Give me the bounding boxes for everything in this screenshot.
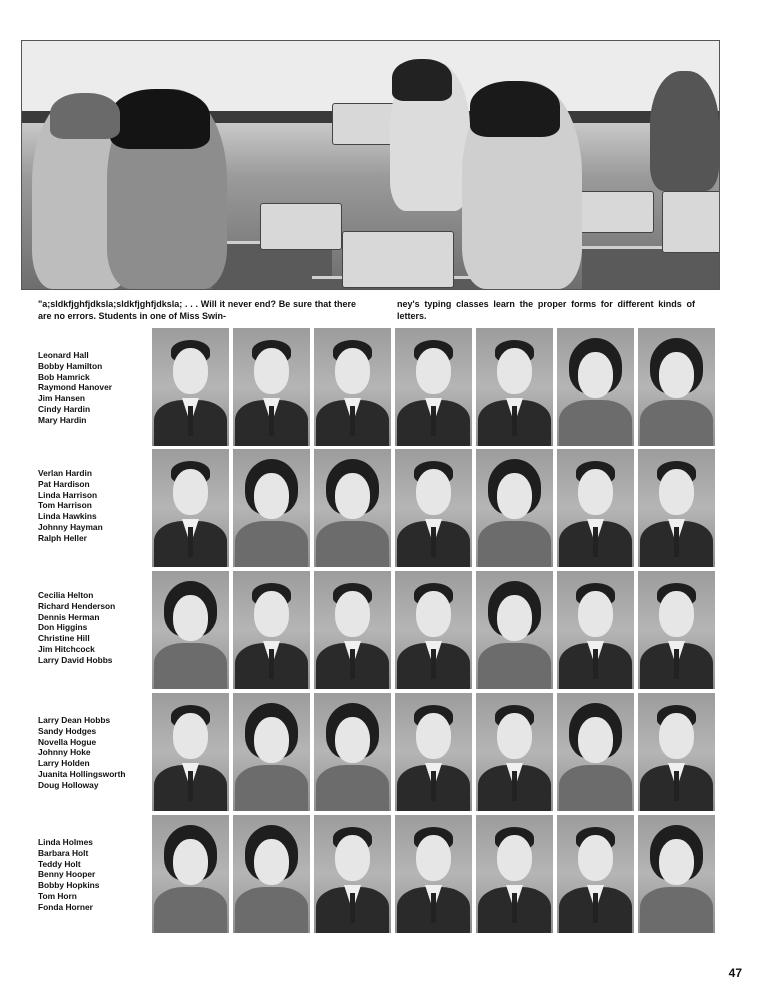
student-portrait	[233, 328, 310, 446]
student-name: Larry David Hobbs	[38, 654, 113, 665]
student-name: Benny Hooper	[38, 869, 96, 880]
student-portrait	[557, 571, 634, 689]
name-list-row-1	[38, 350, 150, 426]
student-name: Leonard Hall	[38, 350, 89, 360]
student-portrait	[314, 328, 391, 446]
student-portrait	[638, 449, 715, 567]
student-name: Jim Hansen	[38, 393, 86, 404]
student-name: Johnny Hoke	[38, 747, 91, 758]
student-name: Tom Harrison	[38, 500, 92, 511]
student-portrait	[152, 571, 229, 689]
name-list-row-2	[38, 468, 150, 544]
student-name: Raymond Hanover	[38, 382, 112, 393]
photo-caption-left: "a;sldkfjghfjdksla;sldkfjghfjdksla; . . . Will it never end? Be sure that there are no errors. Students in one of Miss Swin-	[38, 299, 356, 321]
student-name: Tom Horn	[38, 890, 77, 901]
student-name: Linda Hawkins	[38, 511, 97, 522]
student-name: Ralph Heller	[38, 532, 87, 543]
student-name: Bobby Hamilton	[38, 360, 103, 371]
student-name: Christine Hill	[38, 633, 90, 644]
student-name: Fonda Horner	[38, 901, 93, 912]
student-portrait	[152, 328, 229, 446]
student-name: Linda Harrison	[38, 489, 98, 500]
student-portrait	[476, 328, 553, 446]
student-name: Juanita Hollingsworth	[38, 768, 126, 779]
student-portrait	[476, 815, 553, 933]
student-name: Dennis Herman	[38, 611, 100, 622]
student-portrait	[476, 571, 553, 689]
student-name: Larry Dean Hobbs	[38, 715, 111, 725]
portrait-row-1	[152, 328, 717, 450]
student-name: Bobby Hopkins	[38, 880, 100, 891]
student-name: Cecilia Helton	[38, 590, 94, 600]
student-name: Johnny Hayman	[38, 521, 103, 532]
student-name: Linda Holmes	[38, 837, 93, 847]
student-name: Pat Hardison	[38, 478, 90, 489]
name-list-row-3	[38, 590, 150, 666]
student-name: Bob Hamrick	[38, 371, 90, 382]
student-portrait	[395, 328, 472, 446]
photo-caption-right: ney's typing classes learn the proper forms for different kinds of letters.	[397, 299, 695, 321]
student-portrait	[395, 449, 472, 567]
student-name: Sandy Hodges	[38, 725, 97, 736]
student-portrait	[638, 693, 715, 811]
student-portrait	[233, 571, 310, 689]
portrait-row-5	[152, 815, 717, 937]
student-portrait	[152, 449, 229, 567]
student-name: Teddy Holt	[38, 858, 81, 869]
student-portrait	[395, 693, 472, 811]
student-name: Doug Holloway	[38, 779, 99, 790]
student-name: Barbara Holt	[38, 847, 89, 858]
student-portrait	[557, 693, 634, 811]
student-name: Larry Holden	[38, 758, 90, 769]
student-name: Cindy Hardin	[38, 403, 91, 414]
student-portrait	[314, 815, 391, 933]
student-name: Richard Henderson	[38, 600, 116, 611]
student-portrait	[476, 693, 553, 811]
student-portrait	[233, 693, 310, 811]
student-portrait	[395, 815, 472, 933]
student-portrait	[233, 815, 310, 933]
name-list-row-5	[38, 837, 150, 913]
student-name: Mary Hardin	[38, 414, 87, 425]
student-portrait	[314, 693, 391, 811]
portrait-row-2	[152, 449, 717, 571]
student-portrait	[314, 449, 391, 567]
page-number: 47	[728, 966, 742, 980]
student-portrait	[152, 693, 229, 811]
student-portrait	[557, 449, 634, 567]
name-list-row-4	[38, 715, 150, 791]
student-portrait	[395, 571, 472, 689]
portrait-row-3	[152, 571, 717, 693]
typing-class-photo	[21, 40, 720, 290]
student-portrait	[233, 449, 310, 567]
portrait-row-4	[152, 693, 717, 815]
student-portrait	[557, 815, 634, 933]
student-name: Jim Hitchcock	[38, 643, 95, 654]
student-portrait	[638, 328, 715, 446]
student-portrait	[557, 328, 634, 446]
student-portrait	[476, 449, 553, 567]
student-name: Novella Hogue	[38, 736, 97, 747]
student-name: Verlan Hardin	[38, 468, 92, 478]
student-name: Don Higgins	[38, 622, 88, 633]
student-portrait	[152, 815, 229, 933]
student-portrait	[638, 571, 715, 689]
student-portrait	[314, 571, 391, 689]
student-portrait	[638, 815, 715, 933]
